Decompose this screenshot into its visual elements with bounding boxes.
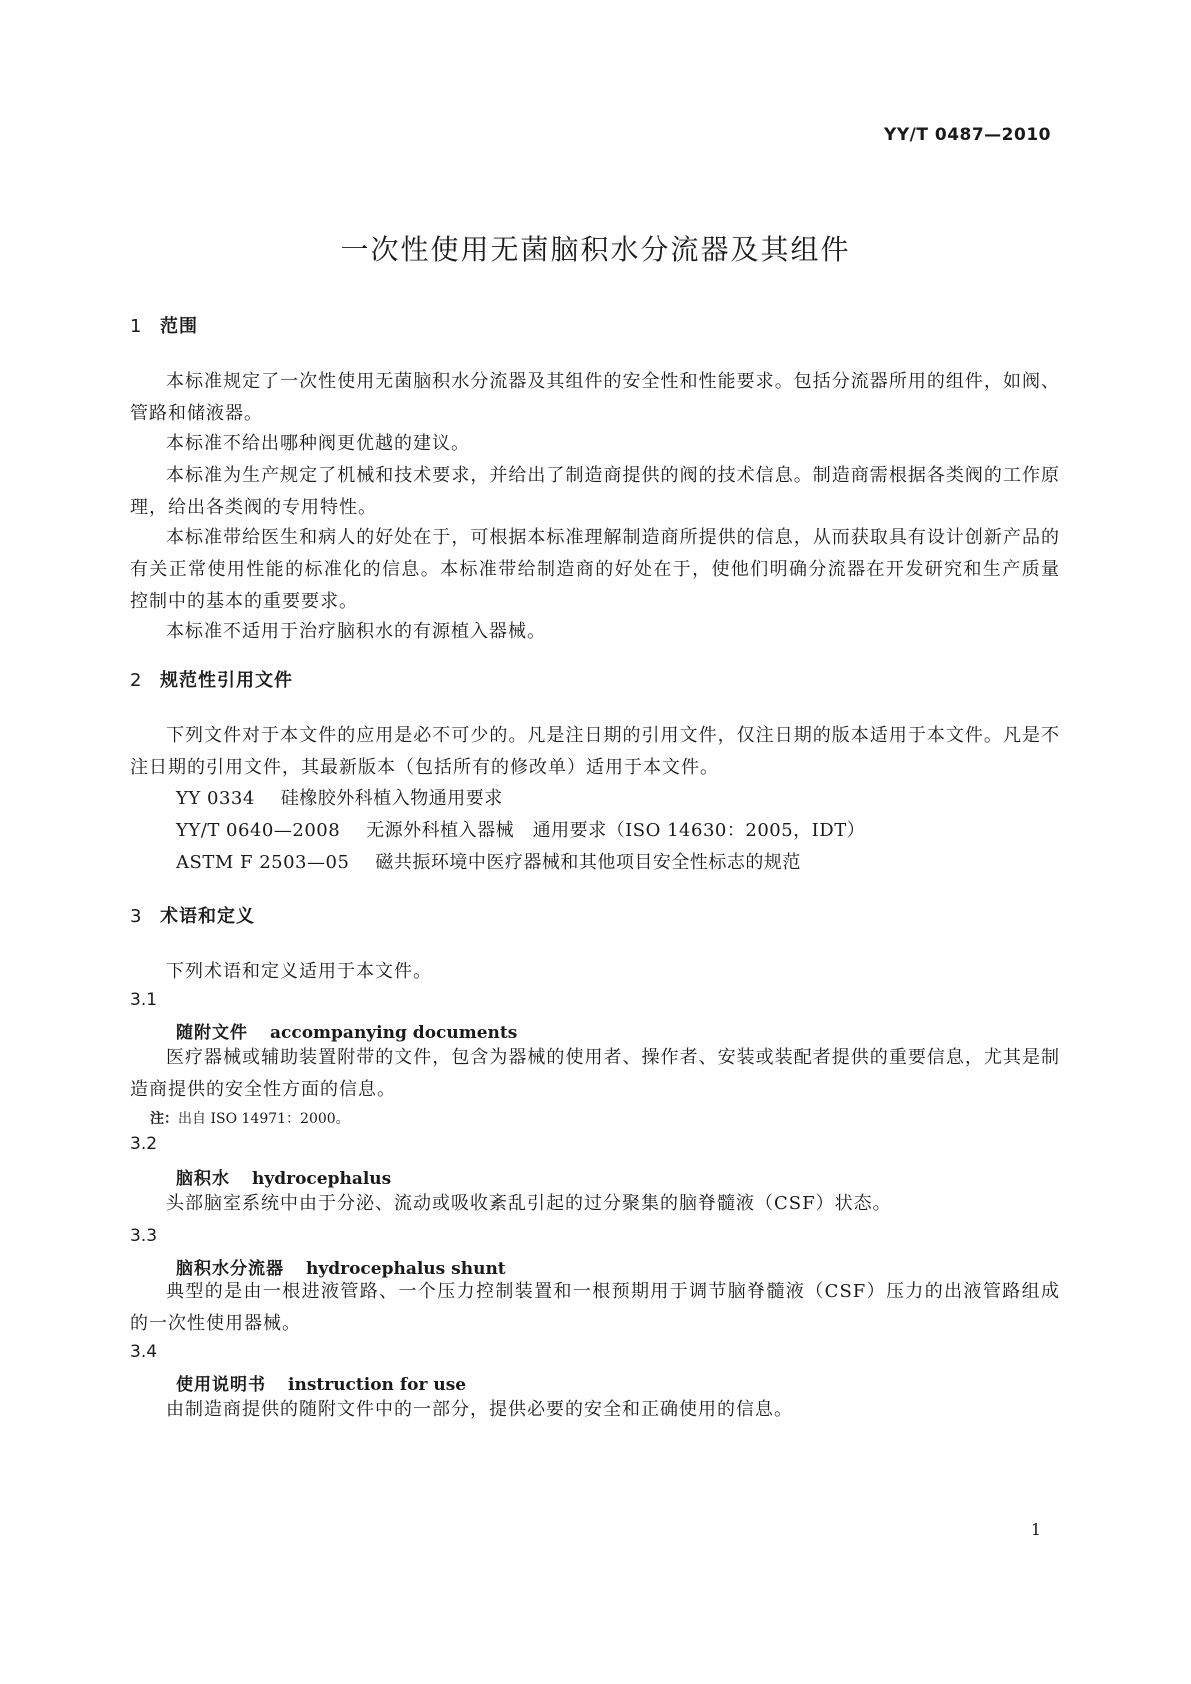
page-number: 1	[1030, 1520, 1041, 1539]
section-number: 1	[130, 316, 143, 337]
term-heading	[176, 1164, 391, 1189]
scope-paragraph-5: 本标准不适用于治疗脑积水的有源植入器械。	[166, 621, 546, 642]
term-chinese: 脑积水分流器	[176, 1259, 284, 1279]
note-label: 注：	[150, 1111, 178, 1127]
section-1-heading	[130, 312, 198, 338]
term-english: instruction for use	[288, 1375, 467, 1395]
reference-item	[176, 816, 865, 842]
section-2-heading	[130, 666, 293, 692]
reference-code: YY 0334	[176, 788, 255, 809]
term-chinese: 使用说明书	[176, 1375, 266, 1395]
term-english: accompanying documents	[270, 1023, 518, 1043]
reference-code: ASTM F 2503—05	[176, 852, 350, 873]
scope-paragraph-2: 本标准不给出哪种阀更优越的建议。	[166, 433, 470, 454]
term-chinese: 随附文件	[176, 1023, 248, 1043]
reference-item	[176, 848, 801, 874]
term-heading	[176, 1370, 466, 1395]
term-definition: 典型的是由一根进液管路、一个压力控制装置和一根预期用于调节脑脊髓液（CSF）压力的出液管路组成的一次性使用器械。	[130, 1281, 1060, 1334]
section-number: 3	[130, 906, 143, 927]
standard-code: YY/T 0487—2010	[884, 125, 1051, 145]
section-number: 2	[130, 670, 143, 691]
reference-title: 硅橡胶外科植入物通用要求	[280, 788, 503, 809]
term-number: 3.3	[130, 1226, 158, 1246]
note-text: 出自 ISO 14971：2000。	[178, 1111, 350, 1127]
section-3-heading	[130, 902, 255, 928]
scope-paragraph-3: 本标准为生产规定了机械和技术要求，并给出了制造商提供的阀的技术信息。制造商需根据各类阀的工作原理，给出各类阀的专用特性。	[130, 465, 1060, 518]
reference-code: YY/T 0640—2008	[176, 820, 341, 841]
terms-intro: 下列术语和定义适用于本文件。	[166, 961, 432, 982]
term-definition: 由制造商提供的随附文件中的一部分，提供必要的安全和正确使用的信息。	[166, 1399, 793, 1420]
scope-paragraph-1: 本标准规定了一次性使用无菌脑积水分流器及其组件的安全性和性能要求。包括分流器所用的组件，如阀、管路和储液器。	[130, 371, 1060, 424]
term-definition: 头部脑室系统中由于分泌、流动或吸收紊乱引起的过分聚集的脑脊髓液（CSF）状态。	[166, 1193, 892, 1214]
term-english: hydrocephalus shunt	[306, 1259, 506, 1279]
document-title: 一次性使用无菌脑积水分流器及其组件	[340, 233, 851, 266]
term-definition: 医疗器械或辅助装置附带的文件，包含为器械的使用者、操作者、安装或装配者提供的重要信息，尤其是制造商提供的安全性方面的信息。	[130, 1047, 1060, 1100]
section-title: 范围	[160, 316, 198, 337]
term-note	[150, 1108, 350, 1128]
reference-title: 磁共振环境中医疗器械和其他项目安全性标志的规范	[375, 852, 801, 873]
scope-paragraph-4: 本标准带给医生和病人的好处在于，可根据本标准理解制造商所提供的信息，从而获取具有设计创新产品的有关正常使用性能的标准化的信息。本标准带给制造商的好处在于，使他们明确分流器在开发研究和生产质量控制中的基本的重要要求。	[130, 527, 1060, 612]
section-title: 术语和定义	[160, 906, 255, 927]
term-heading	[176, 1018, 517, 1043]
term-number: 3.2	[130, 1134, 158, 1154]
reference-item	[176, 784, 503, 810]
section-title: 规范性引用文件	[160, 670, 293, 691]
term-english: hydrocephalus	[252, 1169, 392, 1189]
term-number: 3.1	[130, 990, 158, 1010]
term-number: 3.4	[130, 1342, 158, 1362]
reference-title: 无源外科植入器械 通用要求（ISO 14630：2005，IDT）	[366, 820, 866, 841]
references-intro: 下列文件对于本文件的应用是必不可少的。凡是注日期的引用文件，仅注日期的版本适用于本文件。凡是不注日期的引用文件，其最新版本（包括所有的修改单）适用于本文件。	[130, 725, 1060, 778]
term-chinese: 脑积水	[176, 1169, 230, 1189]
